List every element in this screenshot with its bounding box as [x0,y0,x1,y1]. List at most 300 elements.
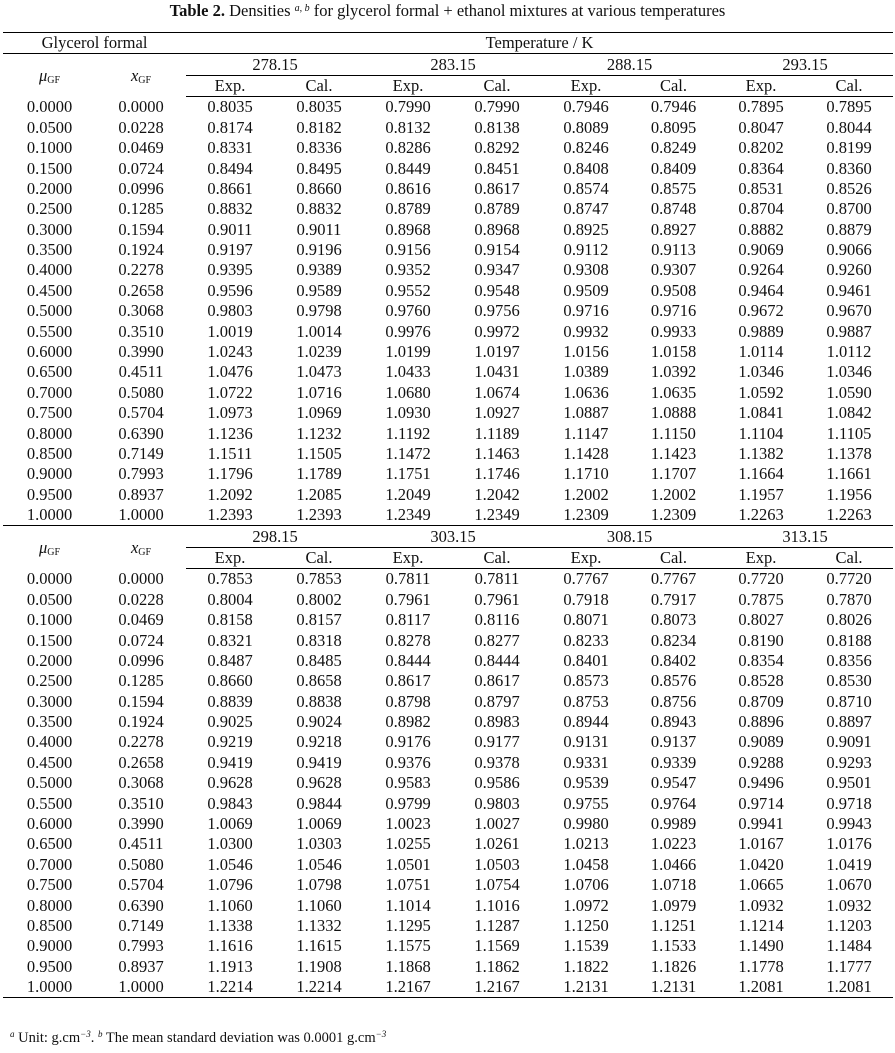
table-row [3,569,893,590]
table-cell: 1.1104 [738,423,784,443]
table-cell: 0.2278 [118,260,164,280]
table-cell: 0.8174 [207,117,253,137]
table-cell: 0.8617 [474,178,520,198]
table-cell: 1.1060 [207,895,253,915]
table-cell: 1.1338 [207,915,253,935]
table-cell: 1.1826 [650,956,697,976]
exp-header: Exp. [542,547,630,568]
table-cell: 1.1251 [650,915,697,935]
table-cell: 0.5080 [118,382,164,402]
table-cell: 0.8982 [385,712,431,732]
caption-text-before: Densities [229,1,291,20]
table-cell: 0.7961 [474,589,520,609]
table-cell: 1.0023 [385,814,431,834]
table-cell: 1.1868 [385,956,431,976]
exp-header: Exp. [186,75,274,96]
table-cell: 0.9500 [26,956,73,976]
table-cell: 0.1500 [26,630,73,650]
table-cell: 0.8748 [650,199,697,219]
table-cell: 1.0546 [296,854,342,874]
table-row [3,712,893,732]
table-cell: 1.0706 [563,875,609,895]
table-cell: 0.8747 [563,199,609,219]
table-cell: 1.1616 [207,936,253,956]
table-row [3,753,893,773]
table-cell: 1.1957 [738,484,784,504]
table-cell: 0.9000 [26,464,73,484]
table-cell: 0.9389 [296,260,342,280]
table-cell: 1.1862 [474,956,520,976]
table-cell: 1.0972 [563,895,609,915]
table-cell: 1.0167 [738,834,784,854]
table-cell: 0.5704 [118,875,164,895]
table-cell: 0.7000 [26,382,73,402]
table-cell: 0.9760 [385,301,431,321]
table-cell: 0.7946 [563,97,609,117]
table-cell: 0.8896 [738,712,784,732]
table-cell: 0.9887 [826,321,872,341]
cal-header: Cal. [452,547,542,568]
table-cell: 0.4000 [26,732,73,752]
table-cell: 0.9131 [563,732,609,752]
temperature-label: 293.15 [717,54,893,75]
table-cell: 0.2500 [26,671,73,691]
table-cell: 0.8318 [296,630,342,650]
table-cell: 0.9025 [207,712,253,732]
table-cell: 1.0670 [826,875,872,895]
caption-footnote-mark-b: b [304,3,310,14]
table-cell: 0.5080 [118,854,164,874]
table-cell: 0.8035 [296,97,342,117]
table-body [3,33,893,998]
table-cell: 1.0069 [296,814,342,834]
temperature-label: 298.15 [186,526,364,547]
table-cell: 1.0796 [207,875,253,895]
table-cell: 0.8968 [474,219,520,239]
table-cell: 1.1569 [474,936,520,956]
table-cell: 1.1332 [296,915,342,935]
table-cell: 0.3990 [118,342,164,362]
table-cell: 0.9548 [474,280,520,300]
table-cell: 0.8000 [26,423,73,443]
table-cell: 0.8408 [563,158,609,178]
table-cell: 0.8528 [738,671,784,691]
table-cell: 0.9989 [650,814,697,834]
table-row [3,895,893,915]
table-cell: 0.8797 [474,691,520,711]
table-cell: 0.9219 [207,732,253,752]
table-cell: 1.0458 [563,854,609,874]
table-cell: 0.8660 [296,178,342,198]
table-row [3,138,893,158]
exp-header: Exp. [364,75,452,96]
table-cell: 0.8574 [563,178,609,198]
table-cell: 1.0255 [385,834,431,854]
table-cell: 1.0930 [385,403,431,423]
table-cell: 0.7149 [118,915,164,935]
table-cell: 0.2500 [26,199,73,219]
table-cell: 0.8576 [650,671,697,691]
table-cell: 0.8444 [474,650,520,670]
table-cell: 1.0751 [385,875,431,895]
table-cell: 0.8756 [650,691,697,711]
table-cell: 0.9718 [826,793,872,813]
table-cell: 0.8292 [474,138,520,158]
table-cell: 0.8132 [385,117,431,137]
table-cell: 0.8500 [26,444,73,463]
table-cell: 1.0722 [207,382,253,402]
table-cell: 1.1014 [385,895,431,915]
temperature-row [3,54,893,75]
table-cell: 0.7000 [26,854,73,874]
table-cell: 0.9347 [474,260,520,280]
footnote-mark-b: b [97,1029,103,1039]
table-cell: 1.0239 [296,342,342,362]
table-row [3,793,893,813]
table-cell: 0.8937 [118,484,164,504]
table-cell: 0.7961 [385,589,431,609]
table-cell: 0.7946 [650,97,697,117]
table-cell: 0.8789 [385,199,431,219]
cal-header: Cal. [630,547,717,568]
table-cell: 1.0392 [650,362,697,382]
table-cell: 0.9069 [738,240,784,260]
density-table [3,32,893,998]
table-cell: 1.1661 [826,464,872,484]
table-cell: 1.0466 [650,854,697,874]
table-cell: 0.4500 [26,280,73,300]
table-cell: 1.0431 [474,362,520,382]
table-cell: 0.8879 [826,219,872,239]
exp-header: Exp. [364,547,452,568]
table-cell: 0.9091 [826,732,872,752]
table-cell: 0.9089 [738,732,784,752]
table-cell: 0.6390 [118,423,164,443]
table-cell: 0.9154 [474,240,520,260]
table-cell: 0.2278 [118,732,164,752]
table-cell: 0.0228 [118,589,164,609]
table-row [3,855,893,875]
table-cell: 0.1000 [26,610,73,630]
table-cell: 0.9714 [738,793,784,813]
table-cell: 0.7500 [26,875,73,895]
table-cell: 1.0932 [738,895,784,915]
table-row [3,383,893,403]
table-cell: 1.0433 [385,362,431,382]
table-row [3,281,893,301]
table-cell: 0.5000 [26,301,73,321]
table-cell: 0.7895 [738,97,784,117]
table-cell: 0.8575 [650,178,697,198]
table-cell: 0.4000 [26,260,73,280]
table-cell: 0.8937 [118,956,164,976]
table-cell: 0.9628 [296,773,342,793]
table-cell: 0.9000 [26,936,73,956]
table-row [3,199,893,219]
table-cell: 1.0718 [650,875,697,895]
table-cell: 0.8500 [26,915,73,935]
caption-label: Table 2. [169,1,225,20]
table-cell: 0.9596 [207,280,253,300]
table-cell: 0.8526 [826,178,872,198]
table-row [3,321,893,341]
table-cell: 0.9500 [26,484,73,504]
table-cell: 1.1203 [826,915,872,935]
mu-header-cell [3,526,96,569]
table-cell: 1.1778 [738,956,784,976]
table-cell: 1.1378 [826,444,872,463]
table-cell: 0.8944 [563,712,609,732]
table-cell: 1.1511 [207,444,253,463]
table-cell: 0.5000 [26,773,73,793]
table-cell: 1.0501 [385,854,431,874]
table-cell: 0.5500 [26,321,73,341]
table-cell: 1.1236 [207,423,253,443]
cal-header: Cal. [452,75,542,96]
table-cell: 1.0590 [826,382,872,402]
x-gf-symbol [131,538,151,557]
table-cell: 0.7895 [826,97,872,117]
exp-header: Exp. [542,75,630,96]
table-cell: 0.8249 [650,138,697,158]
table-cell: 1.2263 [805,505,893,526]
table-cell: 0.8832 [207,199,253,219]
table-cell: 1.0300 [207,834,253,854]
table-cell: 0.8158 [207,610,253,630]
table-cell: 1.1615 [296,936,342,956]
table-cell: 1.0156 [563,342,609,362]
table-cell: 0.3068 [118,773,164,793]
table-row [3,590,893,610]
table-cell: 1.0888 [650,403,697,423]
table-cell: 0.1000 [26,138,73,158]
table-cell: 0.9756 [474,301,520,321]
table-cell: 0.9352 [385,260,431,280]
x-gf-symbol-subscript: GF [138,546,152,558]
table-cell: 1.0798 [296,875,342,895]
table-cell: 0.0000 [118,97,164,117]
table-cell: 1.1822 [563,956,609,976]
table-cell: 1.1777 [826,956,872,976]
table-cell: 0.8246 [563,138,609,158]
table-cell: 0.9583 [385,773,431,793]
table-cell: 0.7918 [563,589,609,609]
table-cell: 0.8002 [296,589,342,609]
table-cell: 0.9419 [296,752,342,772]
table-cell: 0.2658 [118,280,164,300]
exp-header: Exp. [717,547,805,568]
table-cell: 1.2349 [452,505,542,526]
table-cell: 1.2092 [207,484,253,504]
table-cell: 0.9509 [563,280,609,300]
table-cell: 0.9196 [296,240,342,260]
table-cell: 0.8789 [474,199,520,219]
table-cell: 0.9844 [296,793,342,813]
table-cell: 0.8494 [207,158,253,178]
table-cell: 0.4500 [26,752,73,772]
table-cell: 1.0112 [826,342,872,362]
table-cell: 0.6000 [26,342,73,362]
table-cell: 0.9803 [207,301,253,321]
table-cell: 1.1746 [474,464,520,484]
table-cell: 1.1060 [296,895,342,915]
table-cell: 0.2000 [26,650,73,670]
table-cell: 0.8116 [474,610,520,630]
table-cell: 0.9496 [738,773,784,793]
footnote-deviation-exponent: −3 [375,1029,387,1039]
table-cell: 0.8449 [385,158,431,178]
table-cell: 0.8199 [826,138,872,158]
table-cell: 1.0419 [826,854,872,874]
table-cell: 0.8983 [474,712,520,732]
footnote-deviation-text: The mean standard deviation was 0.0001 g.cm [105,1030,376,1046]
table-cell: 0.8444 [385,650,431,670]
table-cell: 0.2658 [118,752,164,772]
table-cell: 0.8661 [207,178,253,198]
table-cell: 0.8495 [296,158,342,178]
mu-gf-symbol [39,66,60,85]
table-cell: 1.2085 [296,484,342,504]
table-cell: 0.5500 [26,793,73,813]
table-cell: 0.6390 [118,895,164,915]
table-row [3,403,893,423]
table-cell: 1.1908 [296,956,342,976]
table-cell: 0.0724 [118,158,164,178]
table-cell: 0.1594 [118,219,164,239]
table-cell: 0.8027 [738,610,784,630]
cal-header: Cal. [274,547,364,568]
glycerol-formal-header: Glycerol formal [3,33,186,54]
temperature-label: 313.15 [717,526,893,547]
table-cell: 1.1664 [738,464,784,484]
table-cell: 0.9755 [563,793,609,813]
table-row [3,423,893,443]
table-cell: 0.8617 [474,671,520,691]
table-cell: 0.9586 [474,773,520,793]
temperature-label: 283.15 [364,54,542,75]
table-cell: 0.4511 [118,362,164,382]
table-cell: 1.1484 [826,936,872,956]
table-cell: 0.9670 [826,301,872,321]
table-cell: 1.1214 [738,915,784,935]
table-cell: 0.9932 [563,321,609,341]
table-cell: 1.1428 [563,444,609,463]
table-cell: 0.6500 [26,834,73,854]
table-cell: 1.0069 [207,814,253,834]
table-cell: 0.3510 [118,793,164,813]
table-cell: 1.0592 [738,382,784,402]
table-row [3,464,893,484]
table-cell: 0.9716 [563,301,609,321]
mu-gf-symbol-letter: μ [38,65,48,85]
table-cell: 0.9764 [650,793,697,813]
x-gf-symbol [131,66,151,85]
table-cell: 0.7767 [563,569,609,589]
table-cell: 1.2214 [274,977,364,998]
table-cell: 0.0228 [118,117,164,137]
table-cell: 0.9419 [207,752,253,772]
table-cell: 0.9176 [385,732,431,752]
table-cell: 0.8286 [385,138,431,158]
table-cell: 0.3500 [26,240,73,260]
table-cell: 1.0716 [296,382,342,402]
table-cell: 1.0674 [474,382,520,402]
table-cell: 0.8927 [650,219,697,239]
table-cell: 1.1505 [296,444,342,463]
table-cell: 0.8485 [296,650,342,670]
table-row [3,158,893,178]
table-cell: 0.0996 [118,178,164,198]
table-cell: 0.9803 [474,793,520,813]
table-cell: 1.0199 [385,342,431,362]
table-cell: 1.1423 [650,444,697,463]
table-cell: 1.0243 [207,342,253,362]
table-cell: 0.7720 [826,569,872,589]
table-cell: 1.0389 [563,362,609,382]
mu-gf-symbol-subscript: GF [47,74,61,86]
table-cell: 0.8617 [385,671,431,691]
table-cell: 1.2263 [717,505,805,526]
exp-header: Exp. [186,547,274,568]
table-cell: 0.9933 [650,321,697,341]
table-cell: 1.2002 [563,484,609,504]
mu-gf-symbol [39,538,60,557]
footnote-unit-exponent: −3 [80,1029,91,1039]
table-cell: 1.1105 [826,423,872,443]
table-cell: 0.1924 [118,240,164,260]
table-cell: 1.0158 [650,342,697,362]
table-cell: 0.9672 [738,301,784,321]
table-cell: 1.2131 [542,977,630,998]
table-row [3,610,893,630]
table-cell: 1.1710 [563,464,609,484]
table-cell: 0.9156 [385,240,431,260]
table-cell: 1.0223 [650,834,697,854]
table-row [3,651,893,671]
table-cell: 0.8278 [385,630,431,650]
table-cell: 1.0000 [3,505,96,526]
table-cell: 0.8364 [738,158,784,178]
table-row [3,936,893,956]
table-cell: 0.0500 [26,589,73,609]
table-cell: 1.0635 [650,382,697,402]
table-cell: 0.0000 [26,569,73,589]
table-cell: 0.0500 [26,117,73,137]
table-cell: 1.1533 [650,936,697,956]
table-cell: 0.9539 [563,773,609,793]
table-cell: 0.8233 [563,630,609,650]
table-cell: 0.8321 [207,630,253,650]
table-cell: 0.9293 [826,752,872,772]
temperature-header: Temperature / K [186,33,893,54]
table-row [3,505,893,526]
mu-header-cell [3,54,96,97]
temperature-row [3,526,893,547]
table-cell: 0.8700 [826,199,872,219]
table-cell: 0.8709 [738,691,784,711]
table-row [3,630,893,650]
table-row [3,773,893,793]
table-cell: 1.0261 [474,834,520,854]
table-cell: 1.1539 [563,936,609,956]
table-cell: 0.1594 [118,691,164,711]
table-cell: 0.8117 [385,610,431,630]
table-cell: 0.8356 [826,650,872,670]
table-cell: 0.8402 [650,650,697,670]
table-cell: 0.9024 [296,712,342,732]
table-cell: 1.2081 [717,977,805,998]
table-cell: 0.8071 [563,610,609,630]
